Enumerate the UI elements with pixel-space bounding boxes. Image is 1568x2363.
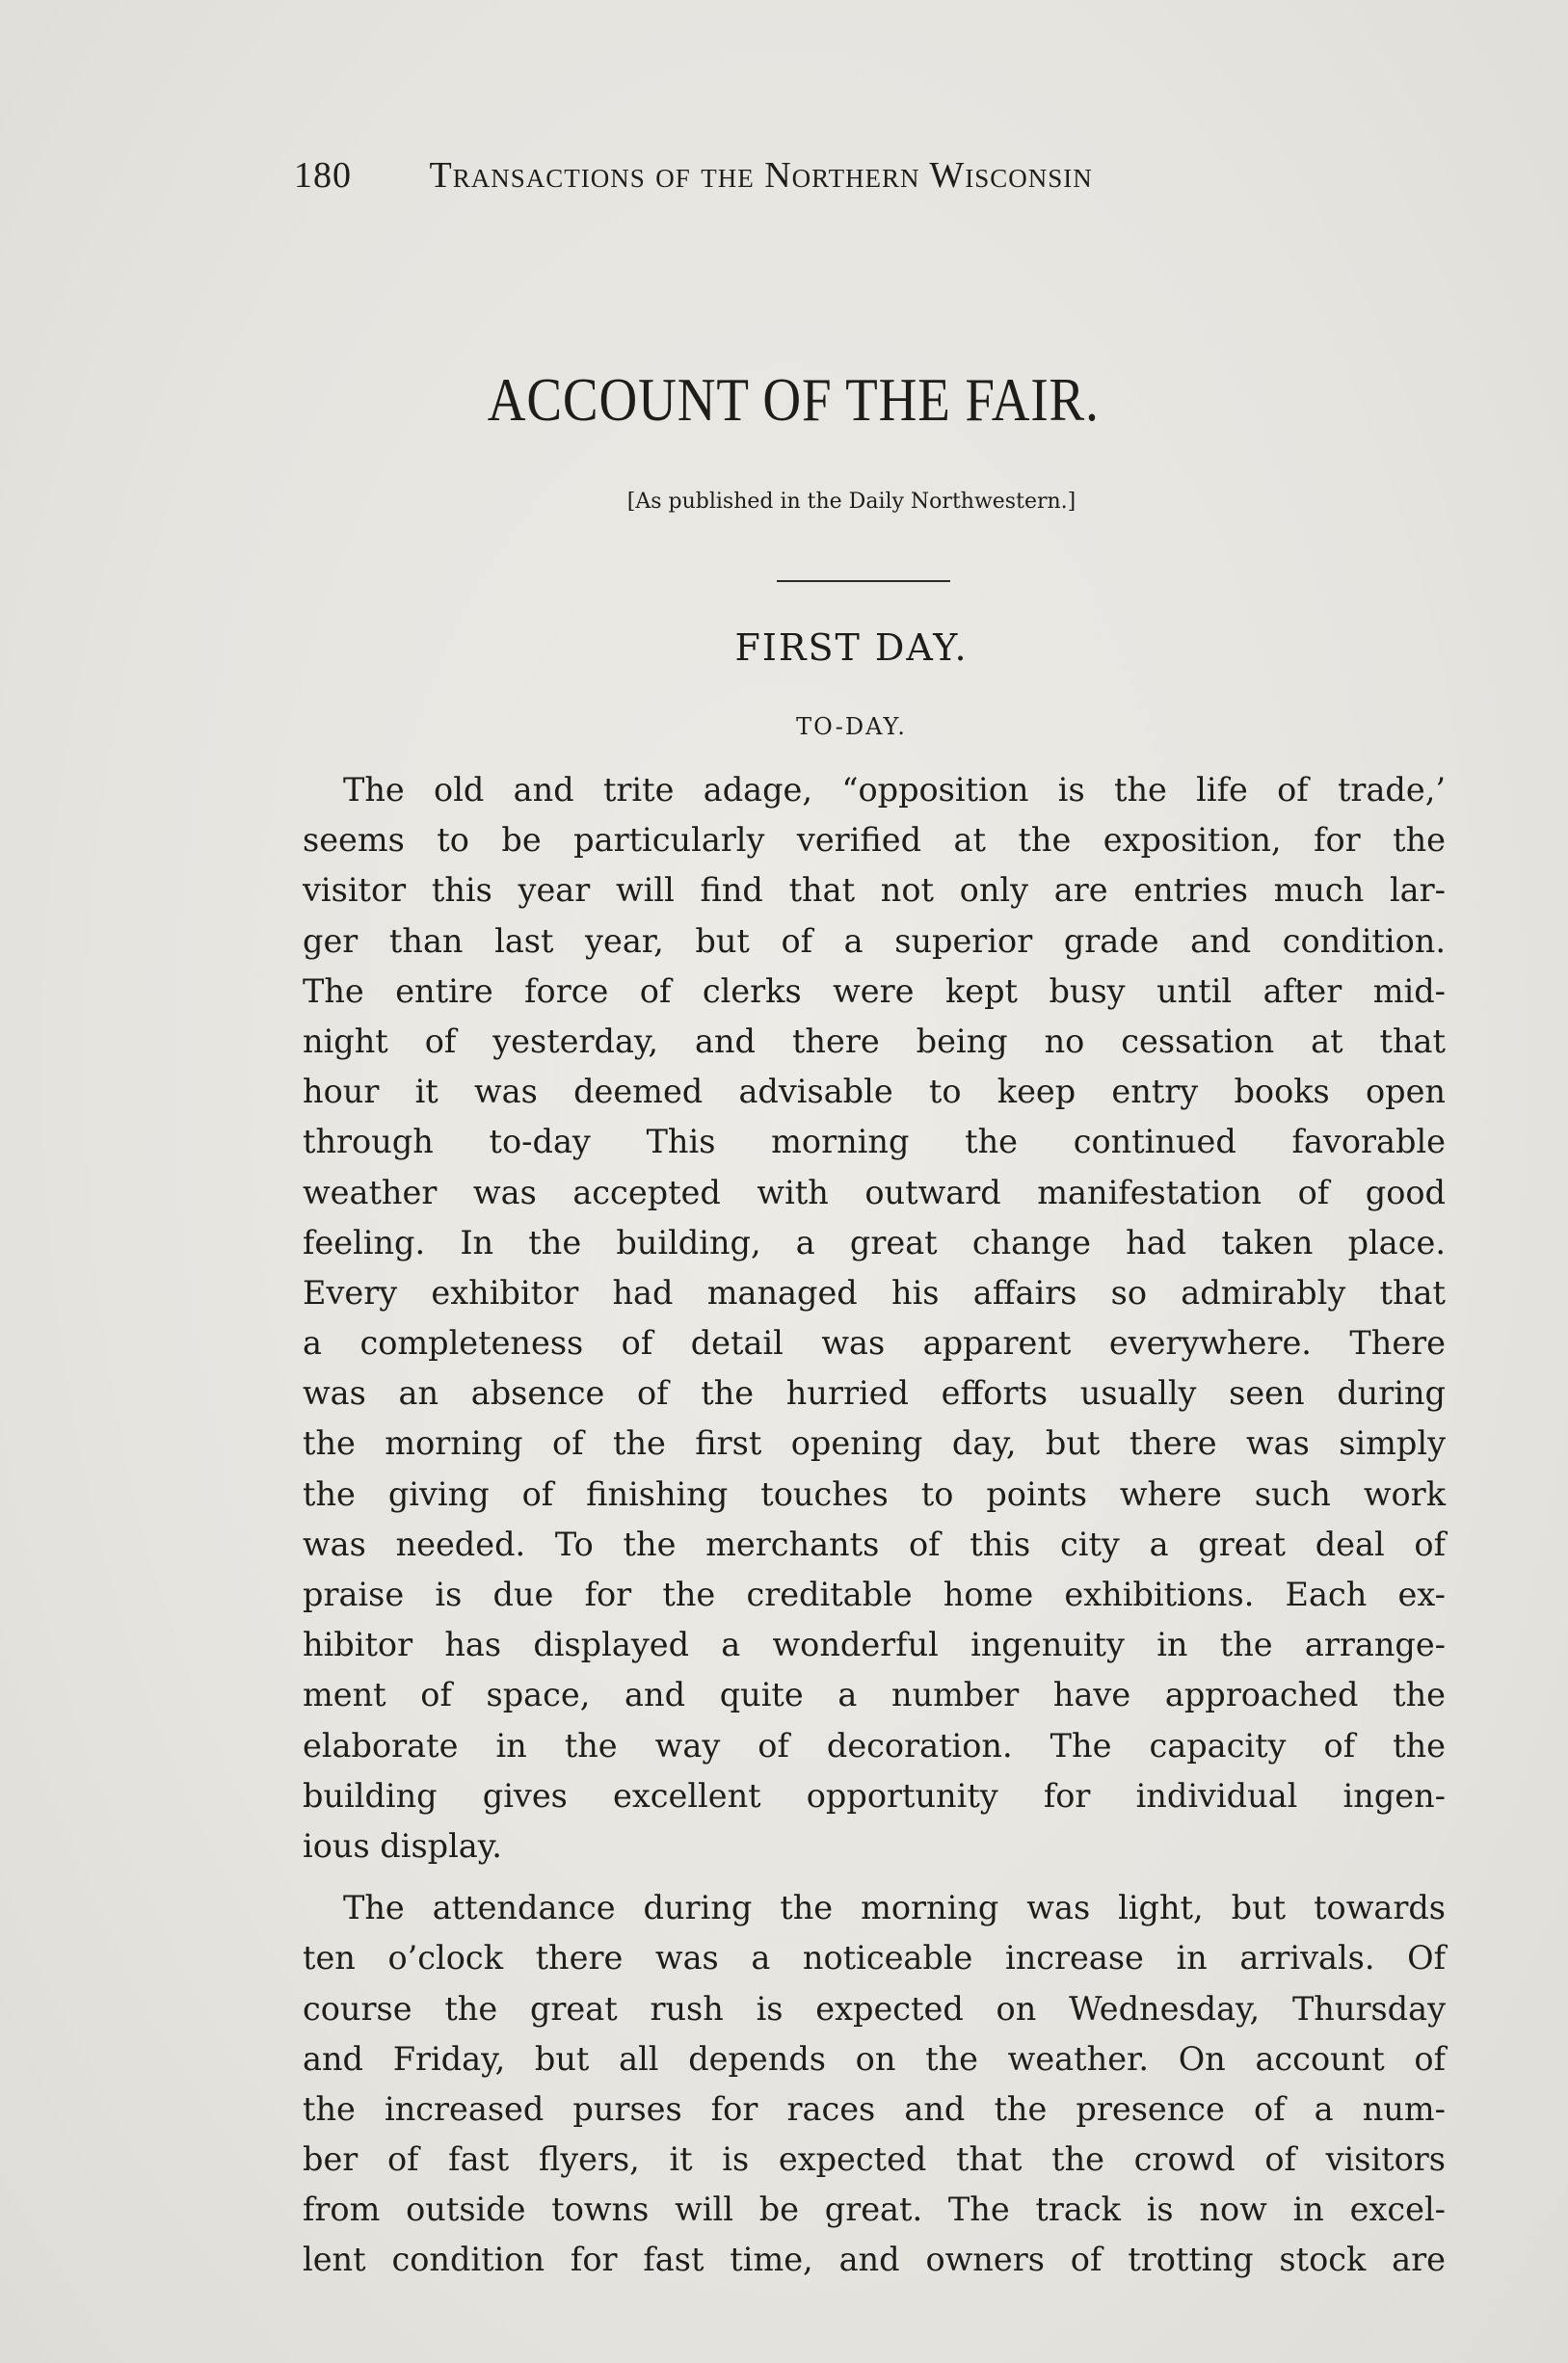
text-line: course the great rush is expected on Wednesday, Thursday [303,1989,1446,2028]
text-line: ious display. [303,1826,502,1865]
running-head [294,154,1354,197]
paragraph [303,1883,1446,2286]
source-note: [As published in the Daily Northwestern.] [626,490,1076,514]
paragraph [303,765,1446,1872]
running-head-title: Transactions of the Northern Wisconsin [429,155,1093,196]
text-line: elaborate in the way of decoration. The capacity of the [303,1726,1446,1765]
article-title: ACCOUNT OF THE FAIR. [487,365,1100,434]
text-line: night of yesterday, and there being no cessation at that [303,1022,1446,1060]
text-line: The attendance during the morning was light, but towards [343,1889,1446,1927]
section-divider [777,580,950,582]
text-line: Every exhibitor had managed his affairs so admirably that [303,1273,1446,1312]
text-line: visitor this year will find that not only are entries much lar- [303,871,1446,910]
text-line: feeling. In the building, a great change had taken place. [303,1223,1446,1261]
paragraph-gap [303,1872,1446,1883]
text-line: hour it was deemed advisable to keep entry books open [303,1073,1446,1111]
page-number: 180 [294,155,352,196]
text-line: ten o’clock there was a noticeable increase in arrivals. Of [303,1939,1446,1978]
subsection-heading: TO-DAY. [796,713,907,740]
text-line: ger than last year, but of a superior grade and condition. [303,921,1446,960]
text-line: ber of fast flyers, it is expected that the crowd of visitors [303,2140,1446,2179]
text-line: The old and trite adage, “opposition is the life of trade,’ [343,771,1446,809]
text-line: and Friday, but all depends on the weather. On account of [303,2039,1446,2078]
text-line: lent condition for fast time, and owners of trotting stock are [303,2241,1446,2279]
text-line: the morning of the first opening day, but there was simply [303,1424,1446,1463]
text-line: building gives excellent opportunity for individual ingen- [303,1776,1446,1815]
text-line: ment of space, and quite a number have approached the [303,1676,1446,1714]
text-line: praise is due for the creditable home exhibitions. Each ex- [303,1576,1446,1613]
text-line: the giving of finishing touches to points where such work [303,1474,1446,1513]
text-line: through to-day This morning the continued favorable [303,1123,1446,1161]
section-heading: FIRST DAY. [734,626,969,669]
text-line: weather was accepted with outward manifestation of good [303,1173,1446,1211]
article-body [303,765,1446,2286]
text-line: from outside towns will be great. The track is now in excel- [303,2190,1446,2229]
text-line: seems to be particularly verified at the exposition, for the [303,821,1446,860]
text-line: the increased purses for races and the presence of a num- [303,2089,1446,2128]
text-line: was an absence of the hurried efforts usually seen during [303,1374,1446,1413]
text-line: was needed. To the merchants of this city a great deal of [303,1525,1446,1563]
text-line: hibitor has displayed a wonderful ingenuity in the arrange- [303,1626,1446,1664]
text-line: The entire force of clerks were kept busy until after mid- [303,971,1446,1010]
text-line: a completeness of detail was apparent everywhere. There [303,1324,1446,1363]
